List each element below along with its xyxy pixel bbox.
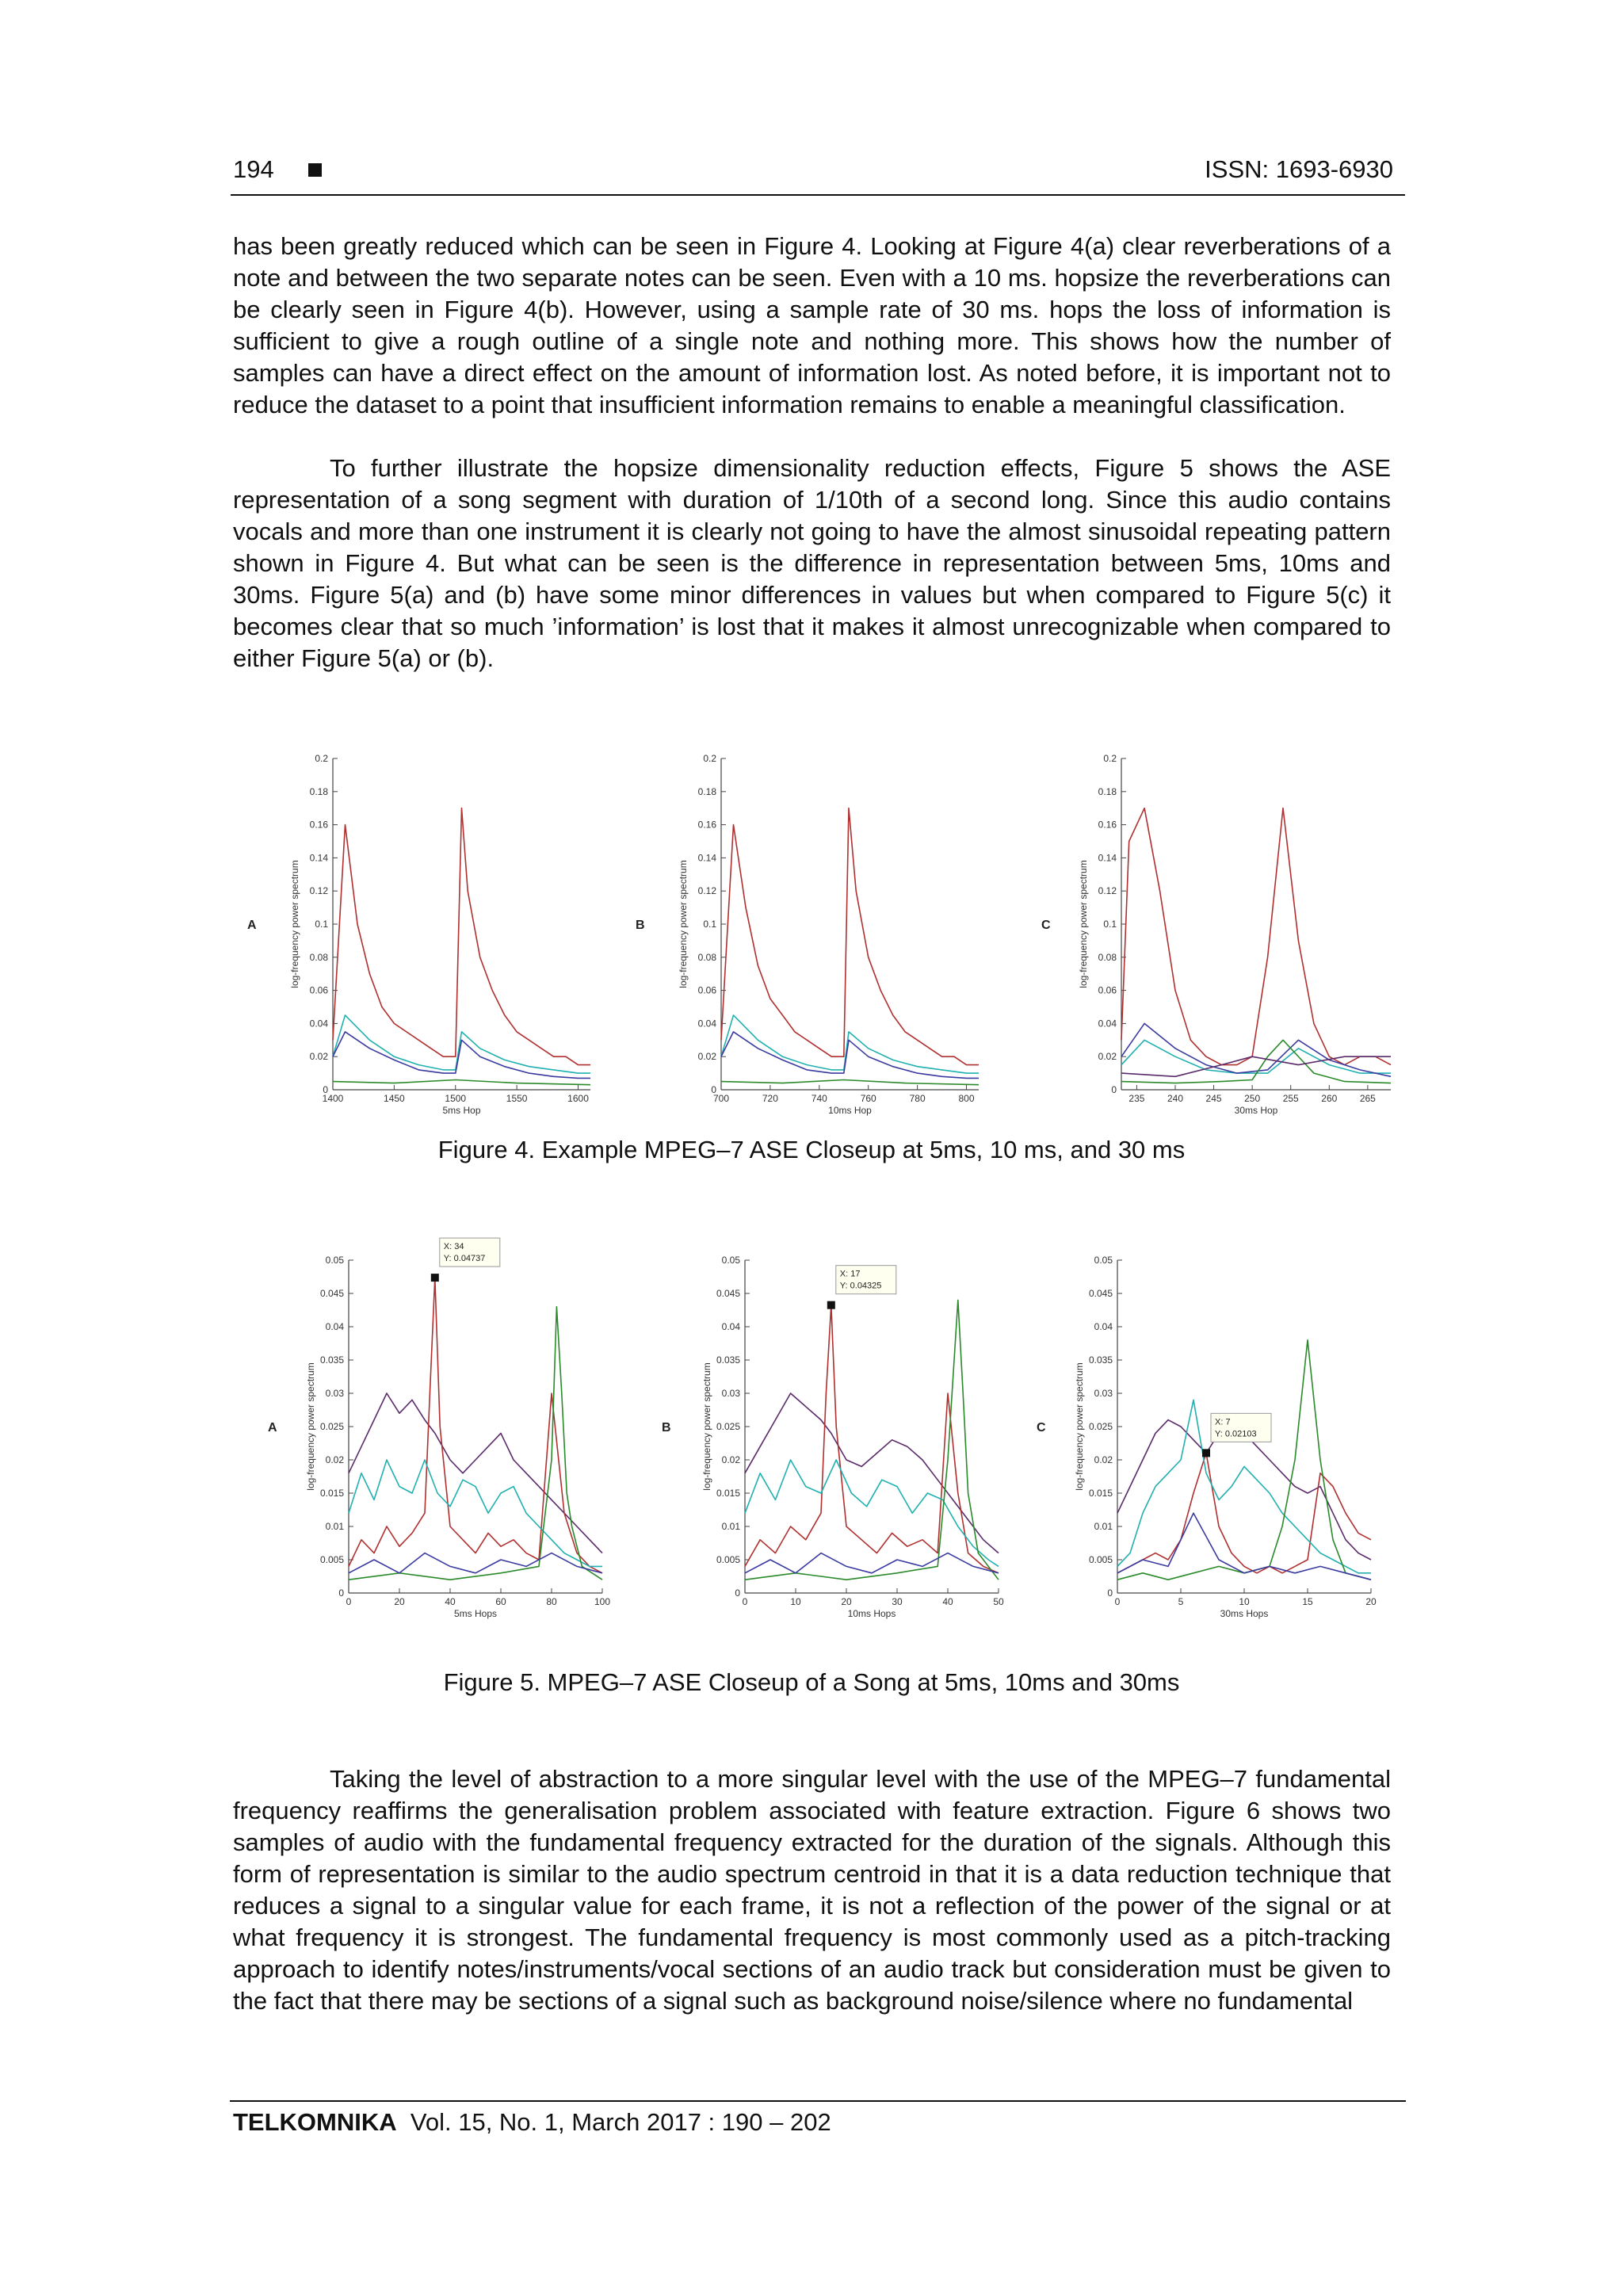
x-axis-label: 5ms Hops <box>453 1608 498 1619</box>
datatip-y: Y: 0.04325 <box>839 1281 882 1291</box>
y-tick-label: 0 <box>735 1587 740 1599</box>
y-tick-label: 0.025 <box>319 1421 344 1432</box>
x-tick-label: 250 <box>1244 1093 1261 1104</box>
y-tick-label: 0.14 <box>697 852 716 864</box>
panel-label: C <box>1041 919 1051 932</box>
panel-label: A <box>268 1421 277 1435</box>
x-tick-label: 60 <box>495 1596 506 1607</box>
y-tick-label: 0.035 <box>1088 1354 1113 1366</box>
y-tick-label: 0.02 <box>1094 1454 1113 1465</box>
series-line-4 <box>721 1080 979 1085</box>
x-tick-label: 780 <box>909 1093 926 1104</box>
series-line-5 <box>1117 1513 1371 1580</box>
datatip-marker <box>827 1301 835 1309</box>
y-tick-label: 0.04 <box>1094 1321 1113 1332</box>
x-tick-label: 10 <box>1239 1596 1250 1607</box>
y-tick-label: 0.08 <box>697 951 716 963</box>
x-tick-label: 5 <box>1178 1596 1184 1607</box>
y-tick-label: 0.05 <box>721 1255 740 1266</box>
x-tick-label: 20 <box>1365 1596 1377 1607</box>
y-tick-label: 0.12 <box>309 885 328 897</box>
y-tick-label: 0.04 <box>309 1018 328 1030</box>
y-axis-label: log-frequency power spectrum <box>305 1362 316 1491</box>
series-line-2 <box>721 1015 979 1073</box>
footer-journal: TELKOMNIKA <box>233 2108 397 2136</box>
datatip-x: X: 17 <box>839 1269 861 1279</box>
y-tick-label: 0.025 <box>716 1421 740 1432</box>
paragraph-3: Taking the level of abstraction to a more singular level with the use of the MPEG–7 fundamental frequency reaffirms the generalisation problem associated with feature extraction. Figure 6 shows two samples of audio with the fundamental frequency extracted for the duration of the signals. Although this form of representation is similar to the audio spectrum centroid in that it is a data reduction technique that reduces a signal to a singular value for each frame, it is not a reflection of the power of the signal or at what frequency it is strongest. The fundamental frequency is most commonly used as a pitch-tracking approach to identify notes/instruments/vocal sections of an audio track but consideration must be given to the fact that there may be sections of a signal such as background noise/silence where no fundamental <box>233 1765 1391 2015</box>
y-tick-label: 0.08 <box>1098 951 1117 963</box>
y-tick-label: 0.1 <box>315 919 328 930</box>
y-tick-label: 0 <box>1107 1587 1113 1599</box>
y-tick-label: 0.035 <box>319 1354 344 1366</box>
y-tick-label: 0 <box>1111 1084 1117 1095</box>
paragraph-2: To further illustrate the hopsize dimensionality reduction effects, Figure 5 shows the ASE representation of a song segment with duration of 1/10th of a second long. Since this audio contains vocals and more than one instrument it is clearly not going to have the almost sinusoidal repeating pattern shown in Figure 4. But what can be seen is the difference in representation between 5ms, 10ms and 30ms. Figure 5(a) and (b) have some minor differences in values but when compared to Figure 5(c) it becomes clear that so much ’information’ is lost that it makes it almost unrecognizable when compared to either Figure 5(a) or (b). <box>233 454 1391 672</box>
series-line-4 <box>1117 1340 1371 1580</box>
series-line-1 <box>721 808 979 1065</box>
datatip-marker <box>1202 1449 1210 1457</box>
y-tick-label: 0.05 <box>1094 1255 1113 1266</box>
series-line-3 <box>745 1460 999 1566</box>
chart-panel-c <box>1037 1255 1377 1619</box>
y-tick-label: 0.015 <box>716 1488 740 1499</box>
x-tick-label: 240 <box>1167 1093 1184 1104</box>
y-tick-label: 0.03 <box>721 1388 740 1399</box>
chart-panel-c <box>1041 753 1391 1116</box>
y-tick-label: 0.18 <box>309 785 328 797</box>
y-tick-label: 0.06 <box>309 984 328 996</box>
paragraph-1: has been greatly reduced which can be seen in Figure 4. Looking at Figure 4(a) clear reverberations of a note and between the two separate notes can be seen. Even with a 10 ms. hopsize the reverberations can be clearly seen in Figure 4(b). However, using a sample rate of 30 ms. hops the loss of information is sufficient to give a rough outline of a single note and nothing more. This shows how the number of samples can have a direct effect on the amount of information lost. As noted before, it is important not to reduce the dataset to a point that insufficient information remains to enable a meaningful classification. <box>233 232 1391 418</box>
x-tick-label: 1500 <box>445 1093 467 1104</box>
series-line-1 <box>349 1393 602 1553</box>
x-axis-label: 30ms Hop <box>1234 1105 1278 1116</box>
y-tick-label: 0.03 <box>1094 1388 1113 1399</box>
y-tick-label: 0.01 <box>1094 1521 1113 1532</box>
series-line-1 <box>1121 808 1391 1065</box>
x-axis-label: 5ms Hop <box>442 1105 481 1116</box>
y-tick-label: 0.06 <box>697 984 716 996</box>
x-tick-label: 740 <box>811 1093 827 1104</box>
y-tick-label: 0.01 <box>325 1521 344 1532</box>
x-tick-label: 235 <box>1128 1093 1145 1104</box>
y-tick-label: 0.16 <box>697 819 716 831</box>
series-line-2 <box>349 1278 602 1573</box>
x-tick-label: 50 <box>993 1596 1004 1607</box>
y-tick-label: 0.045 <box>319 1288 344 1299</box>
y-tick-label: 0.18 <box>697 785 716 797</box>
x-tick-label: 255 <box>1282 1093 1299 1104</box>
x-tick-label: 10 <box>790 1596 801 1607</box>
x-tick-label: 20 <box>394 1596 405 1607</box>
y-tick-label: 0.2 <box>703 753 716 764</box>
x-tick-label: 800 <box>958 1093 975 1104</box>
y-tick-label: 0.04 <box>721 1321 740 1332</box>
datatip-y: Y: 0.04737 <box>443 1254 486 1264</box>
x-tick-label: 1450 <box>384 1093 405 1104</box>
y-tick-label: 0.02 <box>309 1051 328 1063</box>
y-tick-label: 0.2 <box>315 753 328 764</box>
x-axis-label: 10ms Hops <box>847 1608 896 1619</box>
y-tick-label: 0.06 <box>1098 984 1117 996</box>
y-tick-label: 0.005 <box>319 1554 344 1565</box>
y-tick-label: 0.1 <box>703 919 716 930</box>
y-tick-label: 0 <box>338 1587 344 1599</box>
y-tick-label: 0.2 <box>1103 753 1117 764</box>
y-tick-label: 0.14 <box>309 852 328 864</box>
datatip-marker <box>431 1274 439 1282</box>
x-axis-label: 10ms Hop <box>828 1105 872 1116</box>
x-tick-label: 265 <box>1359 1093 1376 1104</box>
x-tick-label: 760 <box>860 1093 876 1104</box>
x-tick-label: 245 <box>1205 1093 1222 1104</box>
series-line-4 <box>745 1300 999 1580</box>
panel-label: B <box>636 919 645 932</box>
y-tick-label: 0.01 <box>721 1521 740 1532</box>
figure-4 <box>238 749 1395 1121</box>
footer-rule <box>230 2100 1406 2102</box>
panel-label: B <box>662 1421 671 1435</box>
chart-panel-a <box>247 753 590 1116</box>
y-tick-label: 0.02 <box>697 1051 716 1063</box>
y-tick-label: 0.045 <box>1088 1288 1113 1299</box>
y-tick-label: 0.015 <box>319 1488 344 1499</box>
x-tick-label: 30 <box>892 1596 903 1607</box>
y-tick-label: 0.02 <box>1098 1051 1117 1063</box>
issn-label: ISSN: 1693-6930 <box>1205 155 1393 183</box>
x-tick-label: 20 <box>841 1596 852 1607</box>
datatip-x: X: 34 <box>443 1242 464 1252</box>
page-number: 194 <box>233 155 274 183</box>
chart-panel-a <box>268 1238 610 1619</box>
x-tick-label: 1400 <box>322 1093 344 1104</box>
panel-label: A <box>247 919 257 932</box>
x-tick-label: 40 <box>942 1596 953 1607</box>
panel-label: C <box>1037 1421 1046 1435</box>
figure-5-caption: Figure 5. MPEG–7 ASE Closeup of a Song at 5ms, 10ms and 30ms <box>443 1668 1180 1696</box>
x-tick-label: 80 <box>546 1596 557 1607</box>
figure-4-caption: Figure 4. Example MPEG–7 ASE Closeup at 5ms, 10 ms, and 30 ms <box>437 1136 1186 1163</box>
y-tick-label: 0.015 <box>1088 1488 1113 1499</box>
figure-5-charts <box>238 1232 1395 1633</box>
y-tick-label: 0.05 <box>325 1255 344 1266</box>
y-tick-label: 0.03 <box>325 1388 344 1399</box>
series-line-4 <box>349 1307 602 1580</box>
footer-citation <box>233 2108 831 2137</box>
series-line-1 <box>333 808 590 1065</box>
series-line-4 <box>333 1080 590 1085</box>
x-tick-label: 700 <box>712 1093 730 1104</box>
figure-4-charts <box>238 749 1395 1121</box>
y-tick-label: 0.04 <box>325 1321 344 1332</box>
header-rule <box>231 194 1405 196</box>
y-tick-label: 0.12 <box>1098 885 1117 897</box>
y-axis-label: log-frequency power spectrum <box>1074 1362 1085 1491</box>
footer-volume: Vol. 15, No. 1, March 2017 : 190 – 202 <box>410 2108 831 2136</box>
y-tick-label: 0.02 <box>721 1454 740 1465</box>
x-tick-label: 1600 <box>567 1093 589 1104</box>
y-axis-label: log-frequency power spectrum <box>701 1362 712 1491</box>
y-tick-label: 0.04 <box>1098 1018 1117 1030</box>
x-tick-label: 1550 <box>506 1093 528 1104</box>
datatip-x: X: 7 <box>1215 1417 1231 1427</box>
y-tick-label: 0.045 <box>716 1288 740 1299</box>
chart-panel-b <box>662 1255 1004 1619</box>
y-tick-label: 0.16 <box>309 819 328 831</box>
y-tick-label: 0.005 <box>1088 1554 1113 1565</box>
x-axis-label: 30ms Hops <box>1220 1608 1269 1619</box>
series-line-5 <box>349 1553 602 1573</box>
x-tick-label: 0 <box>1114 1596 1121 1607</box>
y-tick-label: 0 <box>711 1084 716 1095</box>
y-tick-label: 0.04 <box>697 1018 716 1030</box>
y-tick-label: 0.005 <box>716 1554 740 1565</box>
y-tick-label: 0.08 <box>309 951 328 963</box>
x-tick-label: 260 <box>1321 1093 1338 1104</box>
y-tick-label: 0.16 <box>1098 819 1117 831</box>
x-tick-label: 0 <box>742 1596 748 1607</box>
series-line-2 <box>333 1015 590 1073</box>
header-square-icon <box>308 163 322 177</box>
y-tick-label: 0.18 <box>1098 785 1117 797</box>
x-tick-label: 100 <box>594 1596 611 1607</box>
y-axis-label: log-frequency power spectrum <box>1078 860 1089 988</box>
datatip-y: Y: 0.02103 <box>1215 1429 1257 1439</box>
y-tick-label: 0.035 <box>716 1354 740 1366</box>
x-tick-label: 0 <box>346 1596 352 1607</box>
y-tick-label: 0.1 <box>1103 919 1117 930</box>
x-tick-label: 720 <box>762 1093 778 1104</box>
y-axis-label: log-frequency power spectrum <box>289 860 300 988</box>
y-tick-label: 0.14 <box>1098 852 1117 864</box>
y-tick-label: 0 <box>323 1084 328 1095</box>
series-line-5 <box>745 1553 999 1573</box>
y-tick-label: 0.025 <box>1088 1421 1113 1432</box>
chart-panel-b <box>636 753 979 1116</box>
y-tick-label: 0.12 <box>697 885 716 897</box>
x-tick-label: 40 <box>445 1596 456 1607</box>
y-tick-label: 0.02 <box>325 1454 344 1465</box>
x-tick-label: 15 <box>1302 1596 1313 1607</box>
y-axis-label: log-frequency power spectrum <box>678 860 689 988</box>
figure-5 <box>238 1232 1395 1633</box>
